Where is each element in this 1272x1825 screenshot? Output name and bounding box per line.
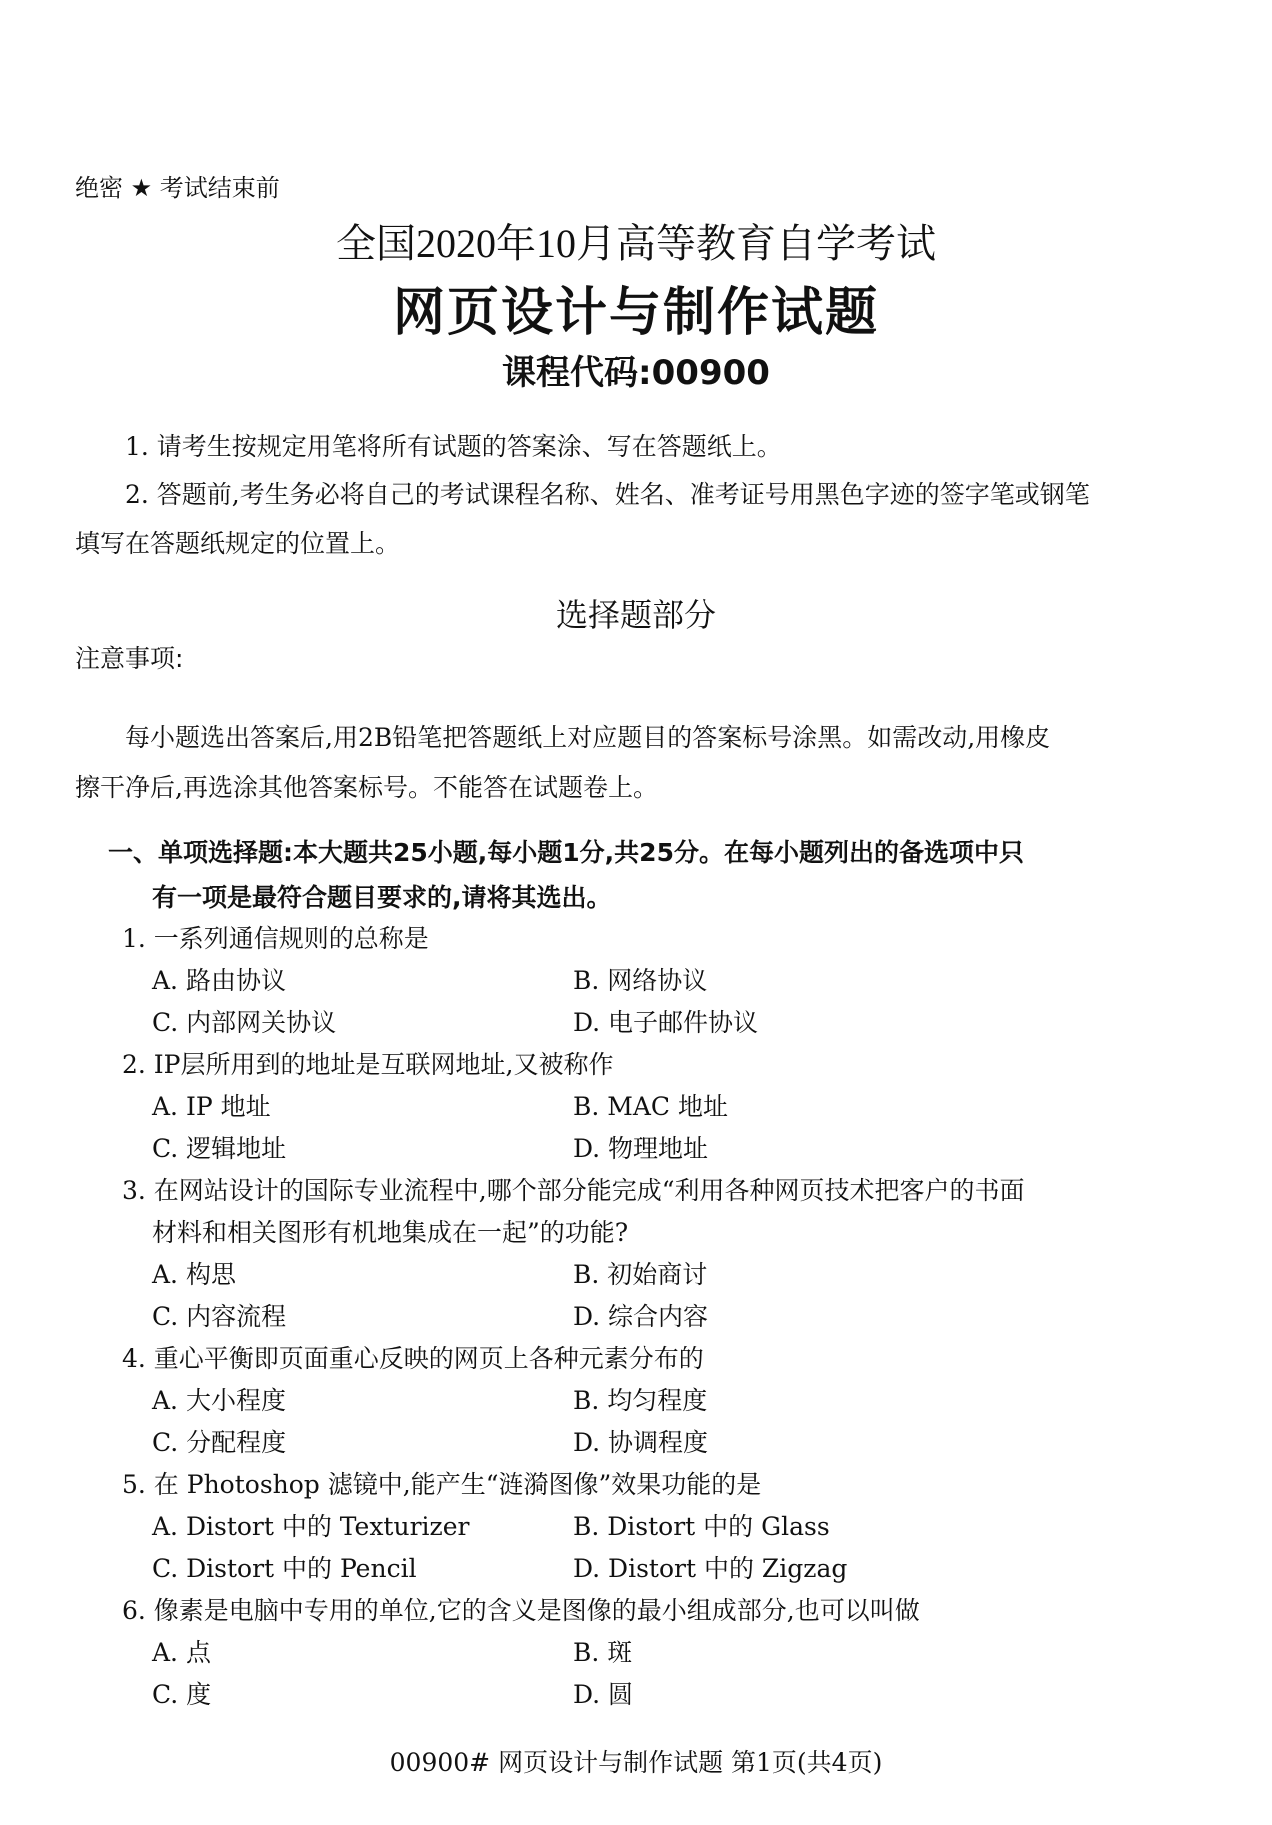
- question-4-option-b: B. 均匀程度: [573, 1386, 708, 1415]
- question-3-option-a: A. 构思: [152, 1260, 236, 1289]
- notice-line-2: 擦干净后,再选涂其他答案标号。不能答在试题卷上。: [75, 773, 658, 802]
- exam-title: 全国2020年10月高等教育自学考试: [336, 221, 936, 266]
- question-6-option-b: B. 斑: [573, 1638, 633, 1667]
- question-2-option-a: A. IP 地址: [152, 1092, 271, 1121]
- question-1-option-d: D. 电子邮件协议: [573, 1008, 759, 1037]
- question-2-option-d: D. 物理地址: [573, 1134, 709, 1163]
- notice-label: 注意事项:: [75, 644, 184, 673]
- question-2-option-c: C. 逻辑地址: [152, 1134, 287, 1163]
- question-3-option-c: C. 内容流程: [152, 1302, 287, 1331]
- question-2-option-b: B. MAC 地址: [573, 1092, 728, 1121]
- question-5-option-d: D. Distort 中的 Zigzag: [573, 1554, 848, 1583]
- confidential-label: 绝密 ★ 考试结束前: [75, 174, 280, 202]
- question-4-option-a: A. 大小程度: [152, 1386, 286, 1415]
- instruction-1: 1. 请考生按规定用笔将所有试题的答案涂、写在答题纸上。: [125, 432, 782, 461]
- question-1-option-c: C. 内部网关协议: [152, 1008, 337, 1037]
- instruction-2: 2. 答题前,考生务必将自己的考试课程名称、姓名、准考证号用黑色字迹的签字笔或钢笔: [125, 480, 1090, 509]
- question-3-stem-continued: 材料和相关图形有机地集成在一起”的功能?: [152, 1218, 629, 1247]
- question-5-option-a: A. Distort 中的 Texturizer: [152, 1512, 470, 1541]
- section-title: 选择题部分: [555, 596, 716, 634]
- question-6-option-d: D. 圆: [573, 1680, 634, 1709]
- question-6-stem: 6. 像素是电脑中专用的单位,它的含义是图像的最小组成部分,也可以叫做: [122, 1596, 920, 1625]
- question-3-option-d: D. 综合内容: [573, 1302, 709, 1331]
- question-3-stem: 3. 在网站设计的国际专业流程中,哪个部分能完成“利用各种网页技术把客户的书面: [122, 1176, 1025, 1205]
- instruction-2-continued: 填写在答题纸规定的位置上。: [75, 529, 401, 558]
- question-6-option-c: C. 度: [152, 1680, 212, 1709]
- question-5-option-c: C. Distort 中的 Pencil: [152, 1554, 417, 1583]
- question-5-option-b: B. Distort 中的 Glass: [573, 1512, 830, 1541]
- question-3-option-b: B. 初始商讨: [573, 1260, 708, 1289]
- question-1-option-b: B. 网络协议: [573, 966, 708, 995]
- part-one-heading-1: 一、单项选择题:本大题共25小题,每小题1分,共25分。在每小题列出的备选项中只: [108, 838, 1024, 867]
- notice-line-1: 每小题选出答案后,用2B铅笔把答题纸上对应题目的答案标号涂黑。如需改动,用橡皮: [125, 723, 1051, 752]
- course-code: 课程代码:00900: [502, 353, 770, 393]
- question-4-option-d: D. 协调程度: [573, 1428, 709, 1457]
- question-6-option-a: A. 点: [152, 1638, 211, 1667]
- question-1-stem: 1. 一系列通信规则的总称是: [122, 924, 429, 953]
- part-one-heading-2: 有一项是最符合题目要求的,请将其选出。: [152, 883, 612, 912]
- question-1-option-a: A. 路由协议: [152, 966, 286, 995]
- paper-title: 网页设计与制作试题: [392, 283, 879, 343]
- question-4-option-c: C. 分配程度: [152, 1428, 287, 1457]
- question-5-stem: 5. 在 Photoshop 滤镜中,能产生“涟漪图像”效果功能的是: [122, 1470, 762, 1499]
- question-4-stem: 4. 重心平衡即页面重心反映的网页上各种元素分布的: [122, 1344, 704, 1373]
- page-footer: 00900# 网页设计与制作试题 第1页(共4页): [389, 1748, 883, 1777]
- question-2-stem: 2. IP层所用到的地址是互联网地址,又被称作: [122, 1050, 614, 1079]
